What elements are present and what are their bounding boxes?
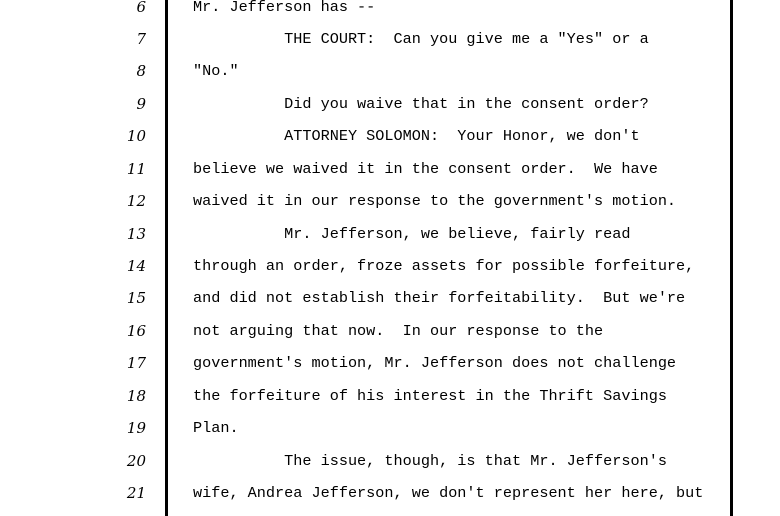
transcript-line [0, 254, 780, 278]
line-text: ATTORNEY SOLOMON: Your Honor, we don't [193, 127, 640, 145]
transcript-line [0, 481, 780, 505]
line-text: through an order, froze assets for possible forfeiture, [193, 257, 695, 275]
line-text: Did you waive that in the consent order? [193, 95, 649, 113]
line-text: Plan. [193, 419, 239, 437]
line-number: 17 [126, 354, 146, 372]
transcript-line [0, 0, 780, 19]
line-text: and did not establish their forfeitability. But we're [193, 289, 686, 307]
line-number: 16 [126, 322, 146, 340]
line-text: believe we waived it in the consent order. We have [193, 160, 658, 178]
line-number: 19 [126, 419, 146, 437]
line-text: The issue, though, is that Mr. Jefferson's [193, 452, 667, 470]
line-number: 15 [126, 289, 146, 307]
line-number: 18 [126, 387, 146, 405]
line-number: 7 [136, 30, 146, 48]
line-number: 6 [136, 0, 146, 16]
transcript-line [0, 59, 780, 83]
line-number: 20 [126, 452, 146, 470]
transcript-line [0, 222, 780, 246]
line-number: 9 [136, 95, 146, 113]
line-number: 13 [126, 225, 146, 243]
line-number: 14 [126, 257, 146, 275]
line-number: 12 [126, 192, 146, 210]
line-number: 11 [126, 160, 146, 178]
line-text: THE COURT: Can you give me a "Yes" or a [193, 30, 649, 48]
transcript-line [0, 27, 780, 51]
line-number: 21 [126, 484, 146, 502]
transcript-line [0, 189, 780, 213]
line-text: wife, Andrea Jefferson, we don't represent her here, but [193, 484, 704, 502]
transcript-line [0, 124, 780, 148]
transcript-line [0, 319, 780, 343]
transcript-line [0, 384, 780, 408]
transcript-line [0, 286, 780, 310]
transcript-line [0, 92, 780, 116]
line-text: Mr. Jefferson, we believe, fairly read [193, 225, 631, 243]
transcript-line [0, 351, 780, 375]
transcript-line [0, 416, 780, 440]
line-text: waived it in our response to the government's motion. [193, 192, 677, 210]
line-text: Mr. Jefferson has -- [193, 0, 376, 16]
transcript-line [0, 157, 780, 181]
line-number: 8 [136, 62, 146, 80]
line-number: 10 [126, 127, 146, 145]
transcript-line [0, 449, 780, 473]
line-text: "No." [193, 62, 239, 80]
line-text: government's motion, Mr. Jefferson does not challenge [193, 354, 677, 372]
line-text: not arguing that now. In our response to the [193, 322, 604, 340]
line-text: the forfeiture of his interest in the Thrift Savings [193, 387, 667, 405]
